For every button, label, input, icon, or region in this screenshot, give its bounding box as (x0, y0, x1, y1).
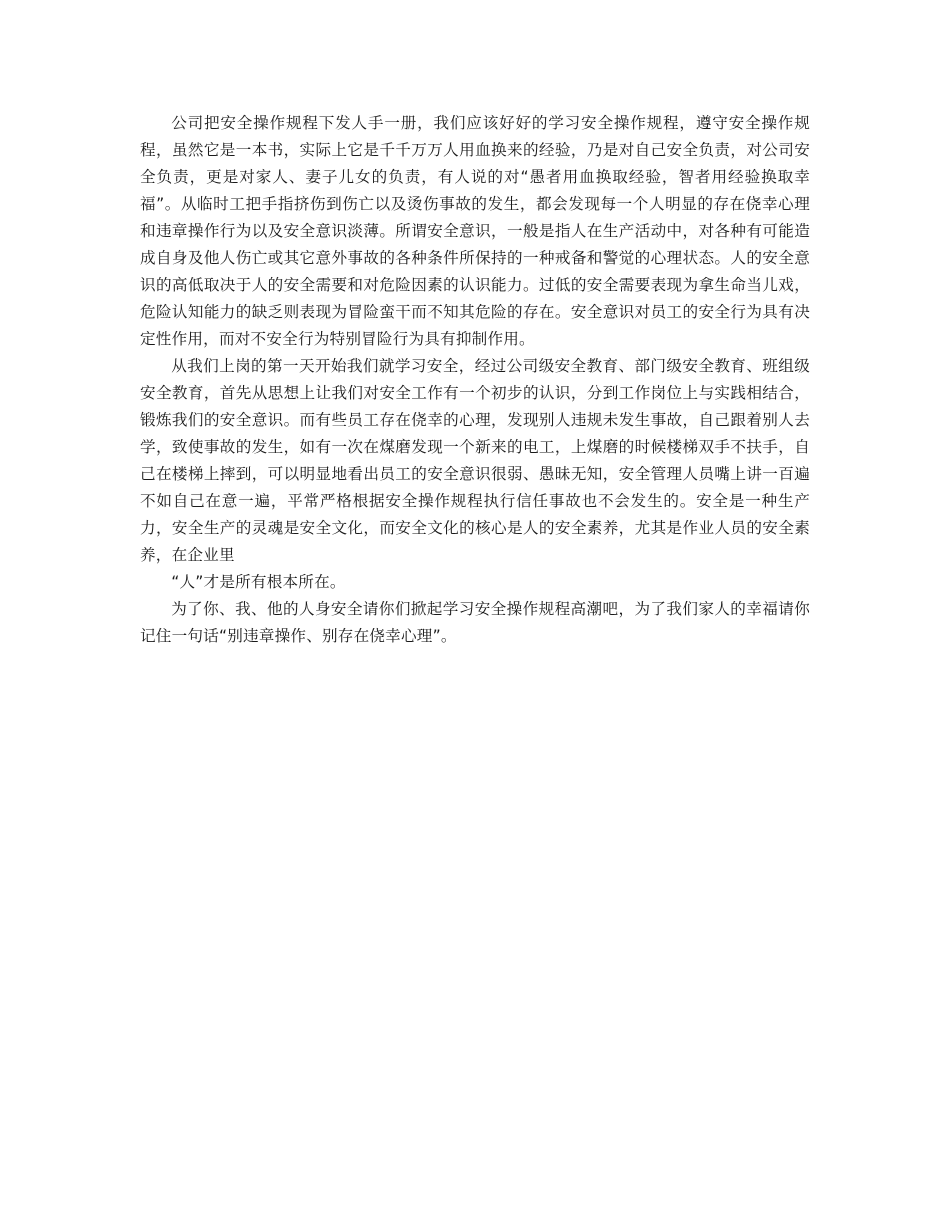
paragraph-3: “人”才是所有根本所在。 (171, 573, 346, 591)
paragraph-2: 从我们上岗的第一天开始我们就学习安全，经过公司级安全教育、部门级安全教育、班组级安全教育，首先从思想上让我们对安全工作有一个初步的认识，分到工作岗位上与实践相结合，锻炼我们的安全意识。而有些员工存在侥幸的心理，发现别人违规未发生事故，自己跟着别人去学，致使事故的发生，如有一次在煤磨发现一个新来的电工，上煤磨的时候楼梯双手不扶手，自己在楼梯上摔到，可以明显地看出员工的安全意识很弱、愚昧无知，安全管理人员嘴上讲一百遍不如自己在意一遍，平常严格根据安全操作规程执行信任事故也不会发生的。安全是一种生产力，安全生产的灵魂是安全文化，而安全文化的核心是人的安全素养，尤其是作业人员的安全素养，在企业里 (140, 357, 810, 564)
paragraph-4: 为了你、我、他的人身安全请你们掀起学习安全操作规程高潮吧，为了我们家人的幸福请你记住一句话“别违章操作、别存在侥幸心理”。 (140, 600, 810, 645)
paragraph-1: 公司把安全操作规程下发人手一册，我们应该好好的学习安全操作规程，遵守安全操作规程，虽然它是一本书，实际上它是千千万万人用血换来的经验，乃是对自己安全负责，对公司安全负责，更是对家人、妻子儿女的负责，有人说的对“愚者用血换取经验，智者用经验换取幸福”。从临时工把手指挤伤到伤亡以及烫伤事故的发生，都会发现每一个人明显的存在侥幸心理和违章操作行为以及安全意识淡薄。所谓安全意识，一般是指人在生产活动中，对各种有可能造成自身及他人伤亡或其它意外事故的各种条件所保持的一种戒备和警觉的心理状态。人的安全意识的高低取决于人的安全需要和对危险因素的认识能力。过低的安全需要表现为拿生命当儿戏，危险认知能力的缺乏则表现为冒险蛮干而不知其危险的存在。安全意识对员工的安全行为具有决定性作用，而对不安全行为特别冒险行为具有抑制作用。 (140, 114, 810, 348)
document-body (140, 110, 810, 650)
